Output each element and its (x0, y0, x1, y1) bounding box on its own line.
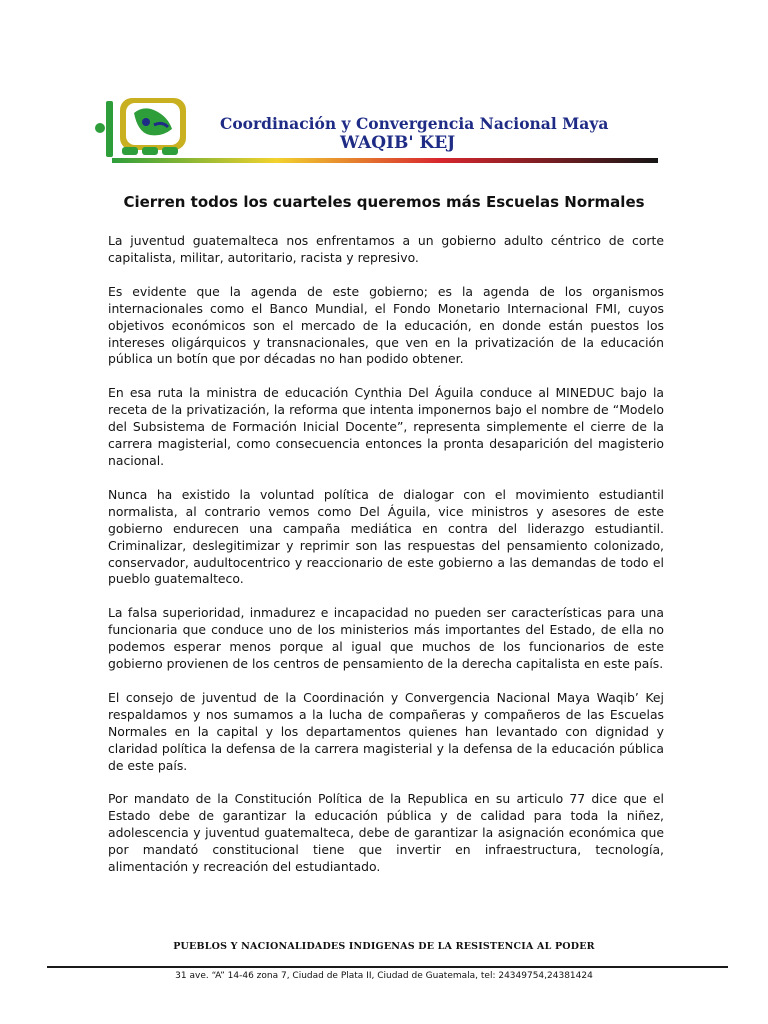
paragraph: Por mandato de la Constitución Política de la Republica en su articulo 77 dice que el Estado debe de garantizar la educación pública y de calidad para toda la niñez, adolescencia y juventud guatemalteca, debe de garantizar la asignación económica que por mandató constitucional tiene que invertir en infraestructura, tecnología, alimentación y recreación del estudiantado. (108, 791, 664, 875)
paragraph: En esa ruta la ministra de educación Cynthia Del Águila conduce al MINEDUC bajo la receta de la privatización, la reforma que intenta imponernos bajo el nombre de “Modelo del Subsistema de Formación Inicial Docente”, representa simplemente el cierre de la carrera magisterial, como consecuencia entonces la pronta desaparición del magisterio nacional. (108, 385, 664, 468)
paragraph: La falsa superioridad, inmadurez e incapacidad no pueden ser características para una funcionaria que conduce uno de los ministerios más importantes del Estado, de ella no podemos esperar menos porque al igual que muchos de los funcionarios de este gobierno provienen de los centros de pensamiento de la derecha capitalista en este país. (108, 605, 664, 672)
paragraph: El consejo de juventud de la Coordinación y Convergencia Nacional Maya Waqib’ Kej respaldamos y nos sumamos a la lucha de compañeras y compañeros de las Escuelas Normales en la capital y los departamentos quienes han levantado con dignidad y claridad política la defensa de la carrera magisterial y la defensa de la educación pública de este país. (108, 689, 664, 773)
footer-divider (47, 966, 728, 968)
footer-address: 31 ave. “A” 14-46 zona 7, Ciudad de Plata II, Ciudad de Guatemala, tel: 24349754,24381424 (175, 971, 593, 981)
footer-title: PUEBLOS Y NACIONALIDADES INDIGENAS DE LA RESISTENCIA AL PODER (173, 941, 595, 952)
maya-glyph-logo-icon (94, 95, 194, 161)
header-divider (112, 158, 658, 163)
document-body (108, 233, 664, 893)
organization-subtitle: WAQIB' KEJ (340, 133, 456, 153)
organization-name: Coordinación y Convergencia Nacional Maya (220, 114, 609, 133)
paragraph: Nunca ha existido la voluntad política de dialogar con el movimiento estudiantil normalista, al contrario vemos como Del Águila, vice ministros y asesores de este gobierno endurecen una campaña mediática en contra del liderazgo estudiantil. Criminalizar, deslegitimizar y reprimir son las respuestas del pensamiento colonizado, conservador, audultocentrico y reaccionario de este gobierno a las demandas de todo el pueblo guatemalteco. (108, 486, 664, 587)
document-title: Cierren todos los cuarteles queremos más Escuelas Normales (123, 193, 645, 211)
paragraph: La juventud guatemalteca nos enfrentamos a un gobierno adulto céntrico de corte capitalista, militar, autoritario, racista y represivo. (108, 233, 664, 265)
paragraph: Es evidente que la agenda de este gobierno; es la agenda de los organismos internacionales como el Banco Mundial, el Fondo Monetario Internacional FMI, cuyos objetivos económicos son el mercado de la educación, en donde están puestos los intereses oligárquicos y transnacionales, que ven en la privatización de la educación pública un botín que por décadas no han podido obtener. (108, 283, 664, 367)
